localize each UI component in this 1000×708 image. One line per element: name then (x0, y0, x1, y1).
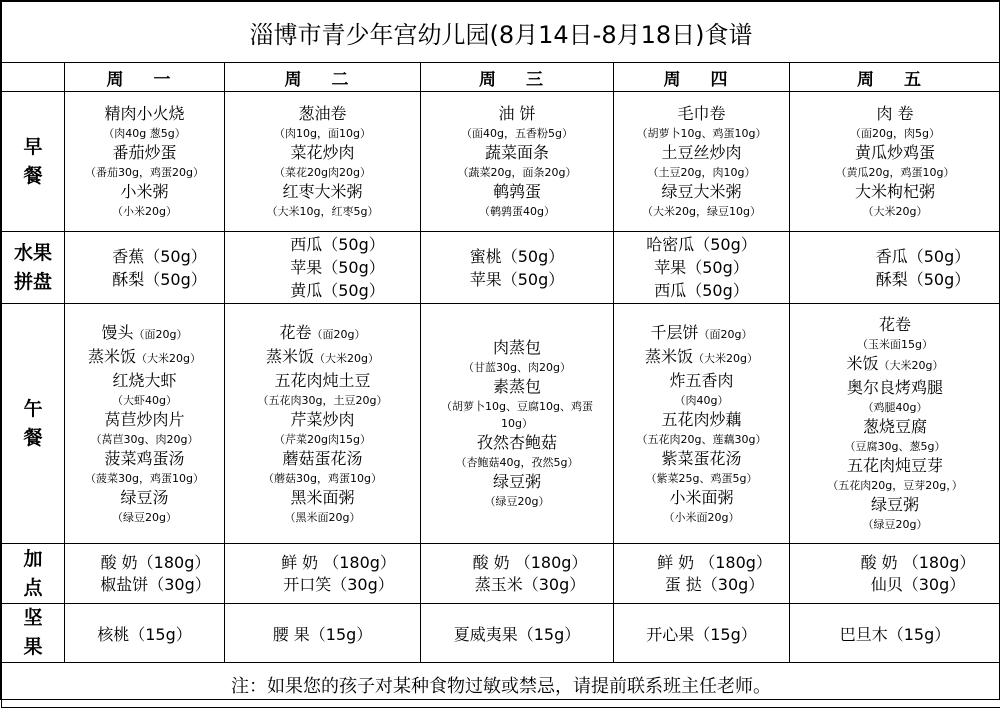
menu-items (225, 103, 420, 220)
ingredient-note: （面20g） (699, 328, 753, 341)
snack-item: 酸 奶（180g） (87, 552, 224, 574)
dish-label: 绿豆粥 (871, 495, 919, 514)
dish-name (104, 448, 184, 470)
dish-name (493, 337, 541, 359)
dish-name (493, 376, 541, 398)
ingredient-note: （土豆20g，肉10g） (648, 164, 756, 181)
fruit-item: 蜜桃（50g） (421, 245, 613, 268)
ingredient-note: （绿豆20g） (112, 509, 177, 526)
dish-name (120, 181, 168, 203)
fruit-item: 香蕉（50g） (95, 245, 224, 268)
dish-name (661, 448, 741, 470)
dish-name (290, 409, 354, 431)
lunch-cell (225, 304, 421, 544)
ingredient-note: （绿豆20g） (485, 493, 550, 510)
dish-name (120, 487, 168, 509)
dish-name (855, 142, 935, 164)
fruit-item: 黄瓜（50g） (255, 279, 420, 302)
dish-name (677, 103, 725, 125)
dish-label: 蒸米饭 (645, 347, 693, 366)
snack-cell (790, 544, 1000, 604)
day-header-row (2, 63, 1000, 92)
page-title: 淄博市青少年宫幼儿园(8月14日-8月18日)食谱 (2, 2, 1000, 63)
row-label-nuts (2, 604, 65, 663)
nut-cell: 巴旦木（15g） (790, 604, 1000, 663)
snack-item: 开口笑（30g） (257, 574, 420, 596)
dish-label: 黑米面粥 (290, 488, 354, 507)
dish-label: 千层饼 (651, 323, 699, 342)
dish-name (669, 487, 733, 509)
dish-name (282, 448, 362, 470)
dish-name (876, 103, 913, 125)
dish-name (847, 377, 943, 399)
dish-label: 油 饼 (498, 104, 535, 123)
dish-label: 蒸米饭 (88, 347, 136, 366)
fruit-item: 苹果（50g） (614, 256, 789, 279)
dish-label: 红枣大米粥 (282, 182, 362, 201)
ingredient-note: （五花肉30g，土豆20g） (258, 392, 388, 409)
dish-name (485, 142, 549, 164)
ingredient-note: （黄瓜20g，鸡蛋10g） (836, 164, 955, 181)
snack-item: 酸 奶 （180g） (836, 552, 1000, 574)
snack-item: 椒盐饼（30g） (87, 574, 224, 596)
snack-cell (421, 544, 614, 604)
dish-label: 鹌鹑蛋 (493, 182, 541, 201)
breakfast-cell (790, 92, 1000, 232)
dish-name (847, 353, 944, 377)
allergy-footnote: 注：如果您的孩子对某种食物过敏或禁忌，请提前联系班主任老师。 (2, 663, 1000, 708)
ingredient-note: （甘蓝30g、肉20g） (463, 359, 571, 376)
row-label-breakfast (2, 92, 65, 232)
fruit-item: 苹果（50g） (421, 268, 613, 291)
dish-name (280, 322, 366, 346)
dish-label: 大米枸杞粥 (855, 182, 935, 201)
ingredient-note: （杏鲍菇40g，孜然5g） (456, 454, 579, 471)
row-label-snack (2, 544, 65, 604)
dish-name (669, 370, 733, 392)
dish-label: 绿豆粥 (493, 472, 541, 491)
row-label-text: 坚 果 (23, 607, 42, 658)
dish-label: 蒸米饭 (266, 347, 314, 366)
breakfast-cell (65, 92, 225, 232)
nut-cell: 开心果（15g） (614, 604, 790, 663)
breakfast-cell (421, 92, 614, 232)
dish-name (102, 322, 188, 346)
dish-name (645, 346, 758, 370)
row-label-text: 午 餐 (23, 398, 42, 449)
ingredient-note: （菜花20g肉20g） (274, 164, 371, 181)
fruit-cell (421, 232, 614, 304)
dish-name (282, 181, 362, 203)
nut-cell: 夏威夷果（15g） (421, 604, 614, 663)
lunch-row (2, 304, 1000, 544)
day-header-thu: 周 四 (614, 63, 790, 92)
ingredient-note: （蘑菇30g，鸡蛋10g） (263, 470, 382, 487)
day-header-fri: 周 五 (790, 63, 1000, 92)
dish-label: 菜花炒肉 (290, 143, 354, 162)
snack-cell (225, 544, 421, 604)
ingredient-note: （玉米面15g） (857, 336, 933, 353)
ingredient-note: （肉10g，面10g） (274, 125, 371, 142)
fruit-row (2, 232, 1000, 304)
ingredient-note: （胡萝卜10g、鸡蛋10g） (637, 125, 767, 142)
dish-label: 小米面粥 (669, 488, 733, 507)
dish-name (88, 346, 201, 370)
breakfast-cell (225, 92, 421, 232)
dish-name (651, 322, 753, 346)
dish-label: 精肉小火烧 (104, 104, 184, 123)
fruit-cell (65, 232, 225, 304)
ingredient-note: （大米20g，绿豆10g） (642, 203, 761, 220)
menu-table (1, 1, 1000, 708)
menu-items (225, 322, 420, 526)
fruit-item: 苹果（50g） (255, 256, 420, 279)
fruit-item: 酥梨（50g） (846, 268, 1000, 291)
fruit-cell (790, 232, 1000, 304)
dish-label: 奥尔良烤鸡腿 (847, 378, 943, 397)
dish-label: 花卷 (879, 315, 911, 334)
ingredient-note: （五花肉20g、莲藕30g） (637, 431, 767, 448)
dish-label: 五花肉炒藕 (661, 410, 741, 429)
dish-label: 花卷 (280, 323, 312, 342)
dish-label: 蔬菜面条 (485, 143, 549, 162)
snack-item: 仙贝（30g） (836, 574, 1000, 596)
ingredient-note: （大米20g） (314, 352, 379, 365)
dish-name (112, 370, 176, 392)
snack-row (2, 544, 1000, 604)
dish-label: 番茄炒蛋 (112, 143, 176, 162)
snack-item: 酸 奶 （180g） (447, 552, 613, 574)
ingredient-note: （肉40g 葱5g） (103, 125, 185, 142)
dish-label: 馒头 (102, 323, 134, 342)
ingredient-note: （小米面20g） (664, 509, 740, 526)
dish-name (477, 432, 557, 454)
dish-name (498, 103, 535, 125)
dish-name (661, 409, 741, 431)
ingredient-note: （面20g，肉5g） (850, 125, 940, 142)
ingredient-note: （鸡腿40g） (863, 399, 928, 416)
ingredient-note: （大米20g） (879, 359, 944, 372)
ingredient-note: （莴苣30g、肉20g） (91, 431, 199, 448)
dish-name (847, 455, 943, 477)
dish-name (661, 142, 741, 164)
ingredient-note: （绿豆20g） (863, 516, 928, 533)
row-label-text: 加 点 (23, 548, 42, 599)
dish-label: 土豆丝炒肉 (661, 143, 741, 162)
dish-label: 炸五香肉 (669, 371, 733, 390)
snack-item: 鲜 奶 （180g） (640, 552, 789, 574)
dish-name (274, 370, 370, 392)
menu-items (421, 103, 613, 220)
fruit-item: 西瓜（50g） (614, 279, 789, 302)
row-label-text: 早 餐 (23, 136, 42, 187)
dish-label: 肉蒸包 (493, 338, 541, 357)
day-header-wed: 周 三 (421, 63, 614, 92)
dish-label: 莴苣炒肉片 (104, 410, 184, 429)
ingredient-note: （蔬菜20g，面条20g） (458, 164, 577, 181)
dish-label: 肉 卷 (876, 104, 913, 123)
ingredient-note: （菠菜30g，鸡蛋10g） (85, 470, 204, 487)
snack-cell (65, 544, 225, 604)
ingredient-note: （豆腐30g、葱5g） (845, 438, 946, 455)
ingredient-note: （大米20g） (136, 352, 201, 365)
lunch-cell (790, 304, 1000, 544)
dish-label: 葱烧豆腐 (863, 417, 927, 436)
nut-cell: 核桃（15g） (65, 604, 225, 663)
dish-label: 五花肉炖豆芽 (847, 456, 943, 475)
fruit-item: 香瓜（50g） (846, 245, 1000, 268)
nuts-row (2, 604, 1000, 663)
ingredient-note: （黑米面20g） (285, 509, 361, 526)
nut-cell: 腰 果（15g） (225, 604, 421, 663)
breakfast-cell (614, 92, 790, 232)
dish-name (863, 416, 927, 438)
day-header-tue: 周 二 (225, 63, 421, 92)
ingredient-note: （小米20g） (112, 203, 177, 220)
ingredient-note: （大米20g） (863, 203, 928, 220)
ingredient-note: （胡萝卜10g、豆腐10g、鸡蛋10g） (432, 398, 602, 432)
day-header-mon: 周 一 (65, 63, 225, 92)
dish-name (879, 314, 911, 336)
ingredient-note: （面40g，五香粉5g） (461, 125, 573, 142)
dish-label: 芹菜炒肉 (290, 410, 354, 429)
dish-name (298, 103, 346, 125)
dish-label: 绿豆汤 (120, 488, 168, 507)
dish-label: 菠菜鸡蛋汤 (104, 449, 184, 468)
ingredient-note: （面20g） (134, 328, 188, 341)
fruit-cell (225, 232, 421, 304)
menu-items (790, 314, 1000, 533)
dish-label: 孜然杏鲍菇 (477, 433, 557, 452)
breakfast-row (2, 92, 1000, 232)
menu-items (421, 337, 613, 510)
dish-label: 小米粥 (120, 182, 168, 201)
dish-name (493, 471, 541, 493)
dish-label: 素蒸包 (493, 377, 541, 396)
dish-name (112, 142, 176, 164)
dish-name (871, 494, 919, 516)
fruit-item: 西瓜（50g） (255, 233, 420, 256)
row-label-fruit (2, 232, 65, 304)
ingredient-note: （面20g） (312, 328, 366, 341)
ingredient-note: （鹌鹑蛋40g） (479, 203, 555, 220)
dish-label: 紫菜蛋花汤 (661, 449, 741, 468)
ingredient-note: （肉40g） (675, 392, 729, 409)
dish-label: 黄瓜炒鸡蛋 (855, 143, 935, 162)
row-label-lunch (2, 304, 65, 544)
dish-name (290, 487, 354, 509)
ingredient-note: （紫菜25g、鸡蛋5g） (646, 470, 758, 487)
lunch-cell (65, 304, 225, 544)
menu-items (65, 103, 224, 220)
snack-item: 蛋 挞（30g） (640, 574, 789, 596)
ingredient-note: （芹菜20g肉15g） (274, 431, 371, 448)
fruit-cell (614, 232, 790, 304)
dish-name (493, 181, 541, 203)
menu-items (65, 322, 224, 526)
dish-name (290, 142, 354, 164)
ingredient-note: （大虾40g） (112, 392, 177, 409)
dish-label: 米饭 (847, 354, 879, 373)
dish-label: 葱油卷 (298, 104, 346, 123)
corner-cell (2, 63, 65, 92)
lunch-cell (421, 304, 614, 544)
fruit-item: 酥梨（50g） (95, 268, 224, 291)
dish-label: 绿豆大米粥 (661, 182, 741, 201)
dish-name (104, 409, 184, 431)
snack-cell (614, 544, 790, 604)
lunch-cell (614, 304, 790, 544)
ingredient-note: （五花肉20g，豆芽20g，） (827, 477, 962, 494)
dish-label: 蘑菇蛋花汤 (282, 449, 362, 468)
footnote-row (2, 663, 1000, 708)
dish-name (661, 181, 741, 203)
ingredient-note: （番茄30g，鸡蛋20g） (85, 164, 204, 181)
ingredient-note: （大米20g） (693, 352, 758, 365)
menu-items (790, 103, 1000, 220)
row-label-text: 水果 拼盘 (14, 242, 52, 293)
snack-item: 鲜 奶 （180g） (257, 552, 420, 574)
dish-name (266, 346, 379, 370)
dish-name (855, 181, 935, 203)
dish-label: 红烧大虾 (112, 371, 176, 390)
dish-label: 五花肉炖土豆 (274, 371, 370, 390)
menu-items (614, 322, 789, 526)
menu-items (614, 103, 789, 220)
fruit-item: 哈密瓜（50g） (614, 233, 789, 256)
snack-item: 蒸玉米（30g） (447, 574, 613, 596)
dish-name (104, 103, 184, 125)
dish-label: 毛巾卷 (677, 104, 725, 123)
ingredient-note: （大米10g，红枣5g） (267, 203, 379, 220)
